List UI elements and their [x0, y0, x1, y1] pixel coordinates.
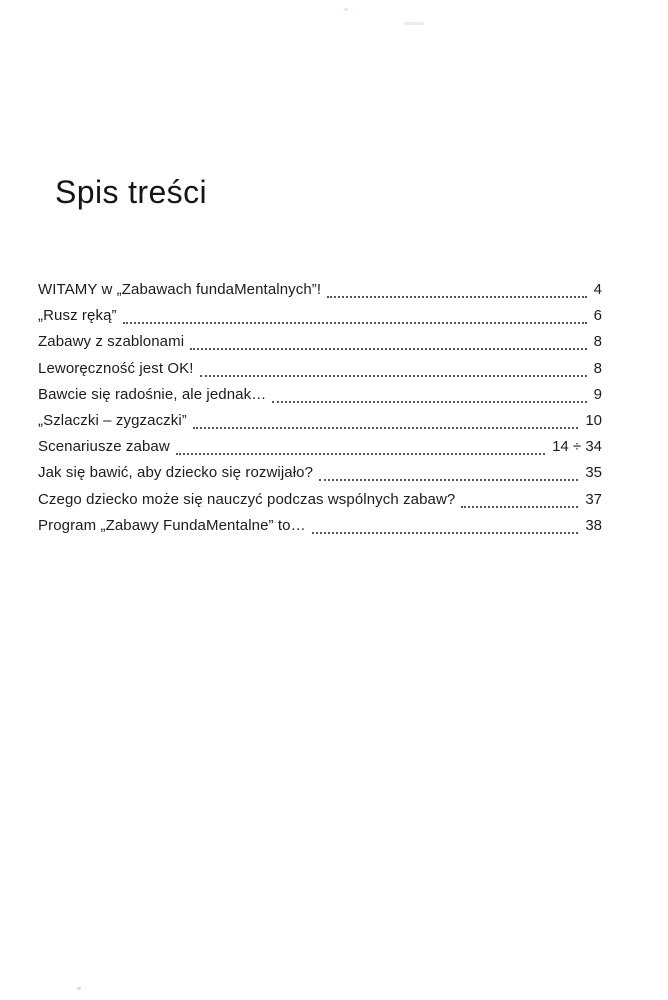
toc-entry-label: Czego dziecko może się nauczyć podczas wspólnych zabaw?	[38, 490, 456, 508]
toc-entry-label: Scenariusze zabaw	[38, 438, 170, 456]
toc-entry-page: 10	[585, 411, 602, 429]
dotted-leader	[319, 460, 578, 481]
toc-entry	[38, 408, 602, 434]
dotted-leader	[193, 408, 578, 429]
toc-entry-page: 37	[585, 490, 602, 508]
toc-entry-label: Jak się bawić, aby dziecko się rozwijało?	[38, 464, 314, 482]
toc-entry-page: 14 ÷ 34	[552, 438, 602, 456]
toc-entry	[38, 487, 602, 513]
toc-entry	[38, 382, 602, 408]
toc-entry-page: 38	[585, 516, 602, 534]
dotted-leader	[190, 329, 587, 350]
toc-entry-page: 6	[593, 307, 602, 325]
dotted-leader	[327, 277, 587, 298]
dotted-leader	[123, 303, 587, 324]
toc-entry-label: WITAMY w „Zabawach fundaMentalnych”!	[38, 281, 322, 298]
dotted-leader	[461, 487, 578, 508]
toc-entry	[38, 513, 602, 539]
toc-entry	[38, 277, 602, 303]
dotted-leader	[176, 434, 545, 455]
toc-entry-label: Program „Zabawy FundaMentalne” to…	[38, 516, 306, 534]
scan-speck	[344, 8, 348, 11]
toc-entry-page: 4	[593, 281, 602, 298]
toc-entry	[38, 329, 602, 355]
dotted-leader	[312, 513, 579, 534]
toc-entry-page: 9	[593, 385, 602, 403]
toc-entry-label: „Rusz ręką”	[38, 307, 117, 325]
toc-entry-page: 35	[585, 464, 602, 482]
scan-speck	[77, 987, 81, 990]
dotted-leader	[272, 382, 586, 403]
toc-entry-page: 8	[593, 359, 602, 377]
toc-entry-label: Zabawy z szablonami	[38, 333, 185, 351]
toc-entry-label: Leworęczność jest OK!	[38, 359, 194, 377]
toc-entry	[38, 303, 602, 329]
dotted-leader	[200, 356, 587, 377]
toc-entry-page: 8	[593, 333, 602, 351]
table-of-contents	[38, 277, 602, 539]
page-title: Spis treści	[55, 174, 207, 210]
toc-entry	[38, 460, 602, 486]
toc-entry	[38, 356, 602, 382]
toc-entry-label: Bawcie się radośnie, ale jednak…	[38, 385, 267, 403]
toc-entry-label: „Szlaczki – zygzaczki”	[38, 411, 187, 429]
toc-entry	[38, 434, 602, 460]
scan-speck	[404, 22, 424, 25]
